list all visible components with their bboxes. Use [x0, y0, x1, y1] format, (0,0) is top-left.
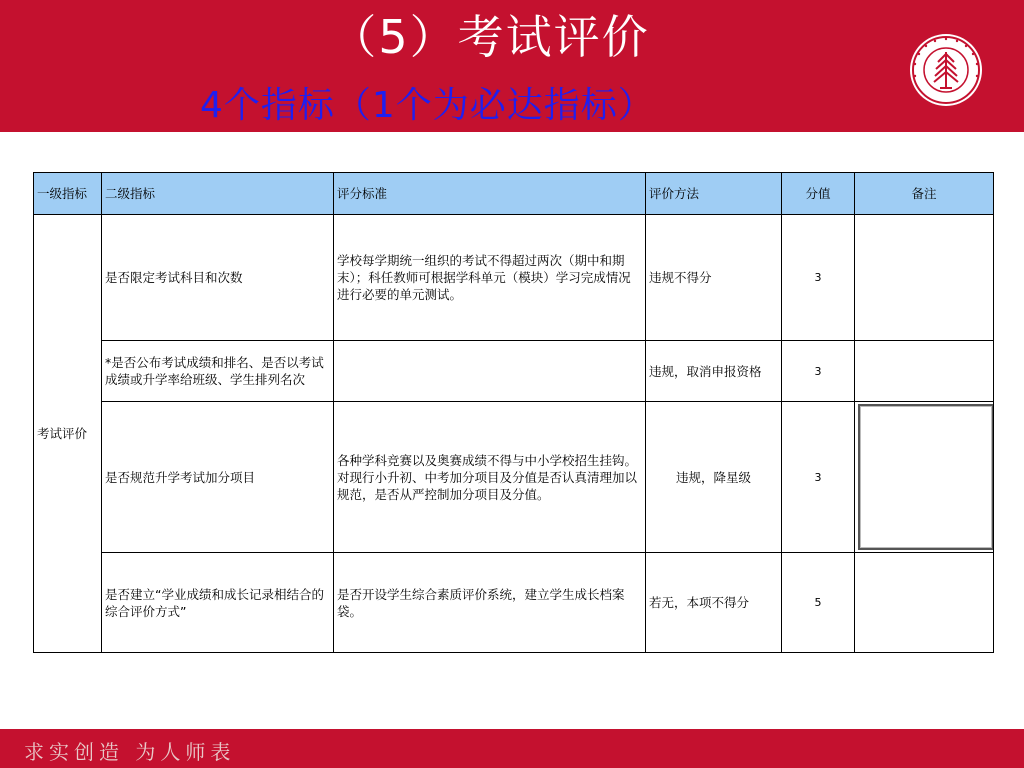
university-seal-icon	[908, 32, 984, 108]
footer-motto: 求实创造 为人师表	[24, 740, 236, 764]
score-cell: 3	[782, 215, 855, 341]
score-cell: 5	[782, 553, 855, 653]
second-level-indicator: 是否建立“学业成绩和成长记录相结合的综合评价方式”	[102, 553, 334, 653]
column-header-score: 分值	[782, 173, 855, 215]
second-level-indicator: 是否限定考试科目和次数	[102, 215, 334, 341]
second-level-indicator: *是否公布考试成绩和排名、是否以考试成绩或升学率给班级、学生排列名次	[102, 341, 334, 402]
column-header-method: 评价方法	[646, 173, 782, 215]
criteria-cell: 各种学科竞赛以及奥赛成绩不得与中小学校招生挂钩。对现行小升初、中考加分项目及分值是否认真清理加以规范，是否从严控制加分项目及分值。	[334, 402, 646, 553]
method-cell: 违规，取消申报资格	[646, 341, 782, 402]
criteria-cell	[334, 341, 646, 402]
table-row	[34, 553, 994, 653]
remark-cell	[855, 215, 994, 341]
table-row	[34, 341, 994, 402]
slide-subtitle: 4个指标（1个为必达指标）	[200, 85, 655, 126]
first-level-indicator: 考试评价	[34, 215, 102, 653]
table-row	[34, 215, 994, 341]
score-cell: 3	[782, 341, 855, 402]
method-cell: 违规不得分	[646, 215, 782, 341]
column-header-remark: 备注	[855, 173, 994, 215]
second-level-indicator: 是否规范升学考试加分项目	[102, 402, 334, 553]
remark-cell	[855, 553, 994, 653]
slide-footer	[0, 729, 1024, 768]
method-cell: 若无，本项不得分	[646, 553, 782, 653]
column-header-first-level: 一级指标	[34, 173, 102, 215]
score-cell: 3	[782, 402, 855, 553]
criteria-cell: 学校每学期统一组织的考试不得超过两次（期中和期末）；科任教师可根据学科单元（模块）学习完成情况进行必要的单元测试。	[334, 215, 646, 341]
evaluation-table	[33, 172, 994, 653]
slide-title: （5）考试评价	[330, 10, 650, 64]
method-cell: 违规，降星级	[646, 402, 782, 553]
table-header-row	[34, 173, 994, 215]
criteria-cell: 是否开设学生综合素质评价系统，建立学生成长档案袋。	[334, 553, 646, 653]
column-header-second-level: 二级指标	[102, 173, 334, 215]
column-header-criteria: 评分标准	[334, 173, 646, 215]
selected-cell-box[interactable]	[858, 404, 994, 550]
table-row	[34, 402, 994, 553]
slide-header	[0, 0, 1024, 132]
remark-cell	[855, 341, 994, 402]
remark-cell[interactable]	[855, 402, 994, 553]
